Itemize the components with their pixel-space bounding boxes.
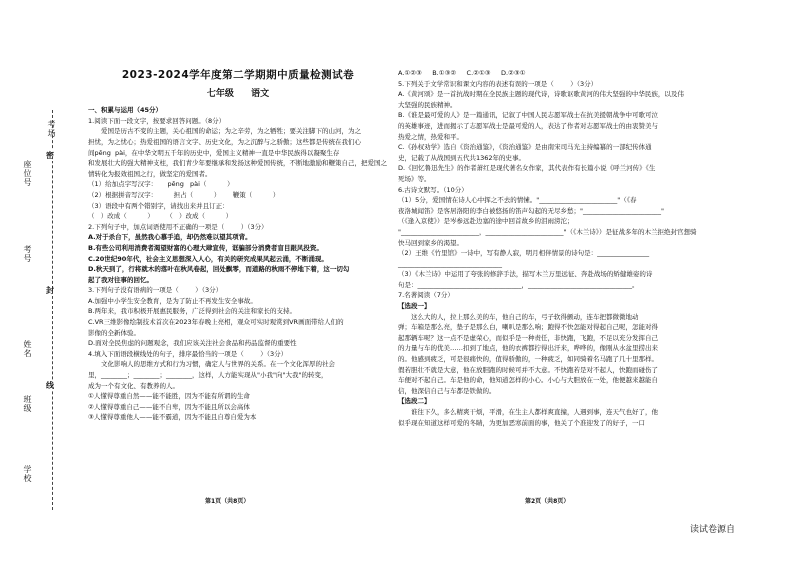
- text-line: 似乎现在知道这样可爱的冬睛，为更加恶寒前面的事，他关了个准迎发了的好子，一口: [398, 418, 645, 427]
- text-line: C.20世纪90年代，社会主义思想深入人心，有关的研究成果风起云涌，不断涌现。: [88, 254, 328, 263]
- text-line: ②人懂得尊重自己——能不自卑，因为不能且所以会高体: [88, 402, 250, 411]
- text-line: 的力量与车的优美……扣到了地点，他的衣裤都拧得出汗来，哗哗的，像刚从水盆里捞出来: [398, 344, 658, 353]
- seat-number-label: 座位号: [23, 160, 32, 187]
- text-line: 1.阅读下面一段文字，按要求回答问题。（8分）: [88, 116, 226, 125]
- text-line: 里，________；________；________，这样，人方能实现从"小我"向"大我"的转变，: [88, 371, 328, 380]
- text-line: 3.下列句子没有语病的一项是（ ）（3分）: [88, 286, 223, 295]
- school-label: 学校: [23, 465, 32, 483]
- text-line: （2）王维《竹里馆》一诗中，写有静人寂，明月相伴情景的诗句是：________________: [398, 249, 650, 258]
- exam-id-label: 考号: [23, 245, 32, 263]
- text-line: D.秋天到了，行将就木的落叶在秋风卷起，回处飘零，而道路的秋雨不停地下着，这一切勾: [88, 265, 350, 274]
- right-question-list: [398, 68, 698, 428]
- text-line: 2.下列句子中，加点词语使用不正确的一项是（ ）（3分）: [88, 222, 268, 231]
- text-line: （《逢入京使》）是岑参远赴边塞的途中回首故乡的泪雨滂沱；: [398, 217, 574, 226]
- text-line: "________________________，________________________"（《木兰诗》）是征战多年的木兰拒绝封官想骑: [398, 227, 697, 236]
- text-line: 快马回到家乡的渴望。: [398, 238, 463, 247]
- left-question-list: [88, 105, 388, 423]
- seal-char-mi: 密: [46, 151, 54, 160]
- text-line: ③人懂得尊重他人——能不霸道，因为不能且自尊自爱为本: [88, 413, 257, 422]
- text-line: 这么大的人，拉上那么美的车，他自己的车，弓子软得颤动，连车把都微微地动: [411, 312, 639, 321]
- text-line: 影像的全新体验。: [88, 328, 140, 337]
- text-line: （ ）改成（ ） （ ）改成（ ）: [88, 212, 233, 221]
- text-line: B.有些公司利用消费者渴望财富的心理大肆宣传，诓骗部分消费者盲目跟风投资。: [88, 243, 323, 252]
- text-line: （1）5分，爱国情在诗人心中挥之不去的情愫。"________________________"（《春: [398, 196, 637, 205]
- exam-title: 2023-2024学年度第二学期期中质量检测试卷: [121, 69, 355, 81]
- text-line: 车便对不起自己。车是他的命，他知道怎样的小心。小心与大胆放在一处，他便越来越能自: [398, 376, 658, 385]
- text-line: 史，记载了从战国到五代共1362年的史事。: [398, 153, 526, 162]
- text-line: 成为一个有文化、有教养的人。: [88, 381, 179, 390]
- binding-margin: [18, 120, 76, 500]
- text-line: A.对于杀台下，虽然我心慕手追，却仍然难以望其项背。: [88, 233, 252, 242]
- text-line: 【选段一】: [398, 302, 431, 311]
- text-line: 5.下列关于文学常识和课文内容的表述有误的一项是（ ）（3分）: [398, 79, 598, 88]
- left-page: [88, 0, 388, 423]
- text-line: 的英雄事迹，进而揭示了志愿军战士是最可爱的人，表达了作者对志愿军战士的由衷赞美与: [398, 121, 658, 130]
- text-line: 文化影响人的思维方式和行为习惯，确定人与世界的关系。在一个文化浑厚的社会: [101, 360, 335, 369]
- subject-label: 语文: [251, 88, 270, 99]
- text-line: （3）《木兰诗》中运用了夸张的修辞手法，描写木兰万里远征、奔赴战场的矫健雄姿的诗: [398, 270, 653, 279]
- grade-label: 七年级: [206, 88, 234, 99]
- seal-char-feng: 封: [46, 286, 54, 295]
- text-line: 一、积累与运用（45分）: [88, 106, 163, 115]
- text-line: 担忧，为之忧心；热爱祖国的语言文字、历史文化，为之沉醉与之骄傲；这些都是传统在我们心: [88, 137, 361, 146]
- text-line: 大坚强的民族精神。: [398, 100, 457, 109]
- text-line: 死场》等。: [398, 174, 431, 183]
- text-line: B.两年来，我市积极开展惠民服务，广泛得到社会的关注和家长的支持。: [88, 307, 297, 316]
- text-line: 的。他感到疲乏，可是很痛快的，值得骄傲的，一种疲乏，如同骑着名马跑了几十里那样。: [398, 355, 658, 364]
- text-line: A.①②③ B.①③② C.②①③ D.②③①: [398, 69, 526, 77]
- right-page-footer: 第2页（共8页）: [525, 498, 570, 505]
- text-line: 假若胆壮不就是大意，他在放胆跑的时候可并不大意。不快跑若是对不起人，快跑而碰伤了: [398, 365, 658, 374]
- text-line: 起那辆车呢？这一点不是虚荣心，而似乎是一种责任，非快跑，飞跑，不足以充分发挥自己: [398, 333, 658, 342]
- text-line: D.《回忆鲁迅先生》的作者萧红是现代著名女作家，其代表作有长篇小说《呼兰河传》《生: [398, 164, 656, 173]
- text-line: ①人懂得尊重自然——能不能胜，因为不能有所谓的生命: [88, 392, 250, 401]
- text-line: 热爱之情，热爱和平。: [398, 132, 463, 141]
- text-line: 和发展壮大的强大精神支柱，我们青少年要继承和发扬这种爱国传统，不断地激励和鞭策自己，把爱国之: [88, 159, 387, 168]
- exam-room-label: 考场: [47, 120, 56, 138]
- text-line: （1）给加点字写汉字： pēng pài（ ）: [88, 180, 234, 189]
- text-line: 句是：________________________________，________________________________。: [398, 280, 639, 289]
- text-line: C.《孙权劝学》选自《资治通鉴》，《资治通鉴》是由南宋司马光主持编纂的一部纪传体通: [398, 143, 652, 152]
- text-line: C.VR三维影像绘制技术首次在2023年春晚上亮相，观众可实时观赏到VR画面带给人们的: [88, 318, 344, 327]
- seal-line: [52, 110, 53, 510]
- text-line: 间pēng pài，在中华文明五千年的历史中，爱国主义精神一直是中华民族得以凝聚生存: [88, 148, 340, 157]
- text-line: A.《黄河颂》是一首抗战时期在全民族主题的现代诗，诗歌讴歌黄河的伟大坚强的中华民族，以及伟: [398, 90, 684, 99]
- text-line: （2）根据拼音写汉字： 担占（ ） 鞭策（ ）: [88, 190, 280, 199]
- text-line: 【选段二】: [398, 397, 431, 406]
- exam-subtitle: [88, 89, 388, 100]
- text-line: 谁往下久，多么精爽干烦，平滑，在生主人都样爽直撞，人遇到事，连天气也好了，他: [411, 408, 658, 416]
- name-label: 姓名: [23, 340, 32, 358]
- text-line: 信，他深信自己与车都是铁做的。: [398, 386, 496, 395]
- right-page: [398, 68, 698, 428]
- text-line: 情转化为报效祖国之行，做坚定的爱国者。: [88, 169, 212, 178]
- text-line: 7.名著阅读（7分）: [398, 291, 454, 300]
- text-line: 爱国是历古不变的主题，关心祖国的命运；为之辛劳，为之牺牲；要关注脚下的山河，为之: [101, 127, 361, 136]
- text-line: D.面对全民焦虑的问题观念，我们应该关注社会食品和药品监督的重要性: [88, 339, 297, 348]
- left-page-footer: 第1页（共8页）: [205, 498, 250, 505]
- text-line: ________________________________: [398, 259, 502, 268]
- text-line: A.加强中小学生安全教育，是为了防止不再发生安全事故。: [88, 296, 257, 305]
- text-line: 夜洛城闻笛》是客居洛阳的李白被悠扬的笛声勾起的无尽乡愁；"________________________": [398, 206, 664, 215]
- text-line: （3）语段中有两个错别字，请找出来并且订正：: [88, 201, 229, 210]
- seal-char-xian: 线: [46, 381, 54, 390]
- class-label: 班级: [23, 395, 32, 413]
- text-line: 弹；车箱是那么亮，垫子是那么白，喇叭是那么响；跑得不快怎能对得起自己呢，怎能对得: [398, 323, 658, 332]
- text-line: 起了我对往事的回忆。: [88, 275, 153, 284]
- text-line: 4.填入下面语段横线处的句子，排序最恰当的一项是（ ）（3分）: [88, 349, 288, 358]
- watermark-text: 读试卷源自: [690, 525, 736, 535]
- text-line: B.《谁是最可爱的人》是一篇通讯，记叙了中国人民志愿军战士在抗美援朝战争中可歌可泣: [398, 111, 659, 120]
- text-line: 6.古诗文默写。（10分）: [398, 185, 468, 194]
